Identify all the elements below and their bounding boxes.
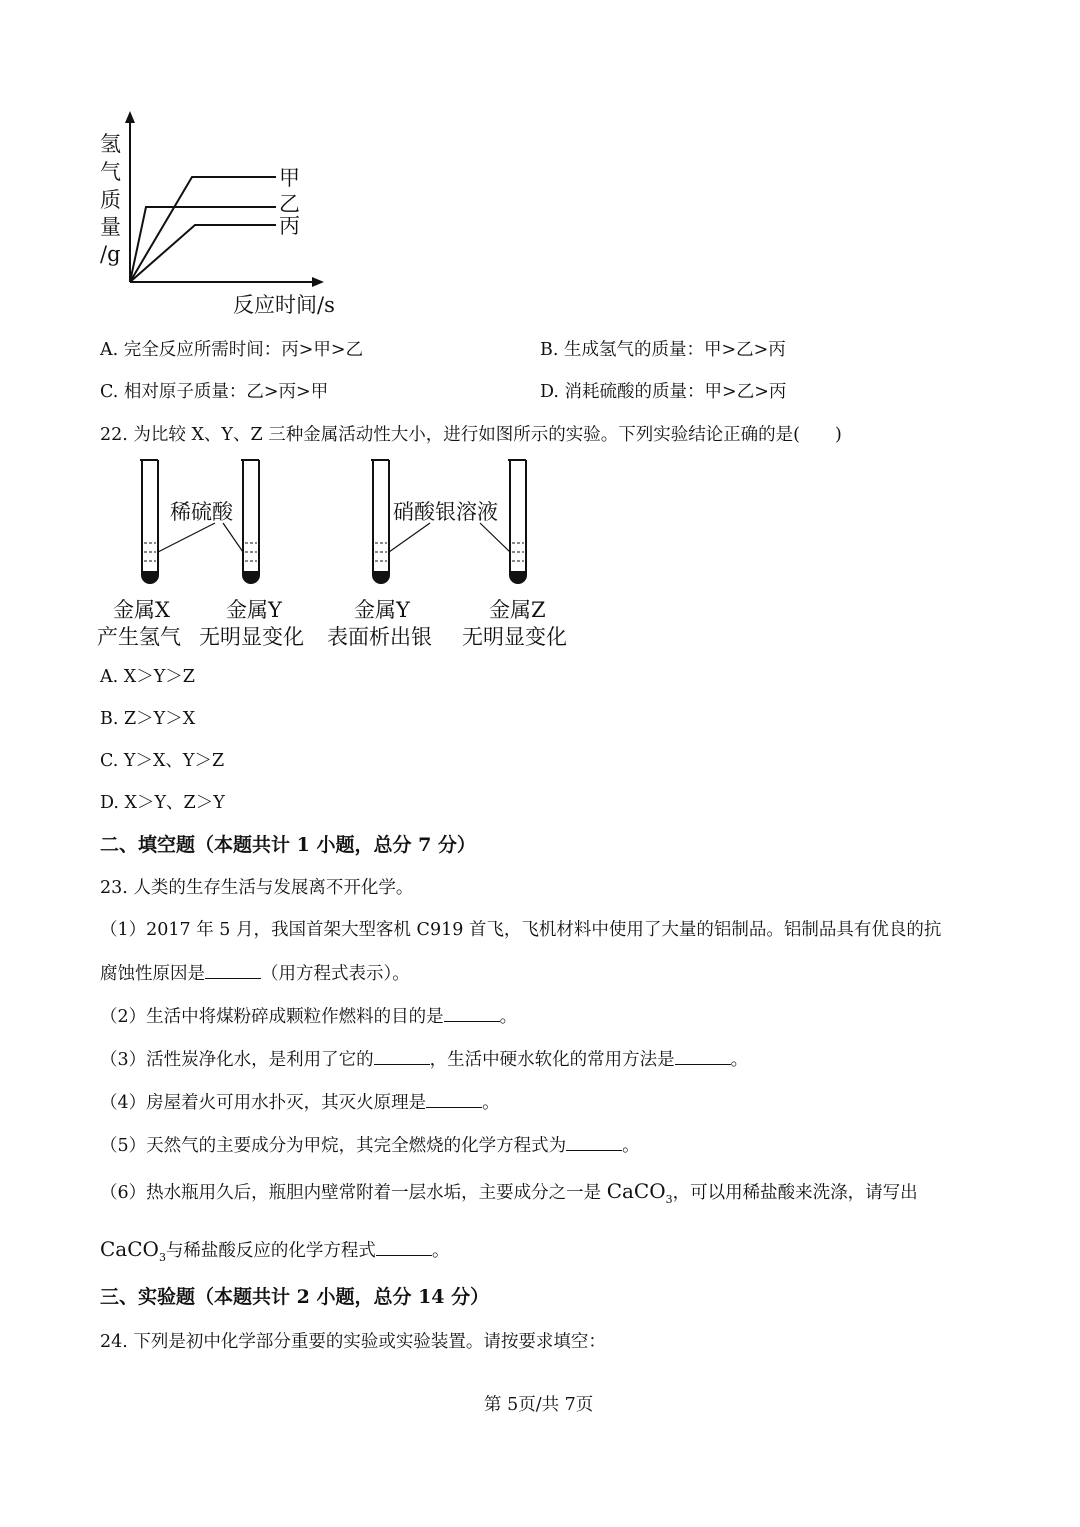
series-label-bing: 丙 bbox=[279, 214, 300, 238]
y-label-char: 量 bbox=[100, 215, 121, 239]
series-line-jia bbox=[130, 177, 276, 282]
y-label-char: 气 bbox=[100, 160, 121, 184]
hydrogen-mass-graph bbox=[90, 105, 370, 325]
q22-option-a: A. X＞Y＞Z bbox=[100, 667, 195, 687]
q23-stem: 23. 人类的生存生活与发展离不开化学。 bbox=[100, 878, 414, 898]
answer-blank[interactable] bbox=[675, 1047, 731, 1065]
q23-part1-line2 bbox=[100, 961, 410, 985]
text-segment: 。 bbox=[499, 1007, 518, 1027]
q22-option-c: C. Y＞X、Y＞Z bbox=[100, 751, 225, 771]
y-label-char: 质 bbox=[100, 188, 121, 212]
text-segment: 腐蚀性原因是 bbox=[100, 964, 205, 984]
y-label-char: 氢 bbox=[100, 132, 121, 156]
q23-part6-line1 bbox=[100, 1180, 918, 1211]
q22-option-b: B. Z＞Y＞X bbox=[100, 709, 196, 729]
answer-blank[interactable] bbox=[566, 1133, 622, 1151]
text-segment: （6）热水瓶用久后，瓶胆内壁常附着一层水垢，主要成分之一是 bbox=[100, 1183, 607, 1203]
q23-part5 bbox=[100, 1133, 640, 1157]
text-segment: ，可以用稀盐酸来洗涤，请写出 bbox=[672, 1183, 918, 1203]
q23-part2 bbox=[100, 1004, 517, 1028]
q21-option-d: D. 消耗硫酸的质量：甲>乙>丙 bbox=[540, 382, 787, 402]
tube-metal-label: 金属Z bbox=[489, 598, 546, 622]
test-tubes-diagram bbox=[95, 455, 595, 595]
formula-caco3: CaCO$_3$ bbox=[100, 1237, 166, 1264]
answer-blank[interactable] bbox=[374, 1047, 430, 1065]
tube-metal-label: 金属X bbox=[113, 598, 170, 622]
test-tube-3 bbox=[371, 460, 389, 583]
tube-metal-label: 金属Y bbox=[226, 598, 282, 622]
text-segment: （2）生活中将煤粉碎成颗粒作燃料的目的是 bbox=[100, 1007, 444, 1027]
text-segment: （用方程式表示）。 bbox=[261, 964, 410, 984]
answer-blank[interactable] bbox=[376, 1238, 432, 1256]
series-label-jia: 甲 bbox=[279, 166, 300, 190]
q21-option-c: C. 相对原子质量：乙>丙>甲 bbox=[100, 382, 329, 402]
tube-result-label: 表面析出银 bbox=[327, 625, 432, 649]
formula-caco3: CaCO$_3$ bbox=[606, 1179, 673, 1206]
reagent-label-dilute-sulfuric-acid: 稀硫酸 bbox=[170, 500, 233, 524]
text-segment: （3）活性炭净化水，是利用了它的 bbox=[100, 1050, 374, 1070]
text-segment: 。 bbox=[730, 1050, 749, 1070]
text-segment: 。 bbox=[431, 1241, 450, 1261]
page-number-footer: 第 5页/共 7页 bbox=[484, 1395, 594, 1415]
q23-part1-line1: （1）2017 年 5 月，我国首架大型客机 C919 首飞，飞机材料中使用了大量的铝制品。铝制品具有优良的抗 bbox=[100, 920, 942, 940]
text-segment: 。 bbox=[622, 1136, 640, 1156]
text-segment: 。 bbox=[482, 1093, 500, 1113]
text-segment: （4）房屋着火可用水扑灭，其灭火原理是 bbox=[100, 1093, 427, 1113]
answer-blank[interactable] bbox=[426, 1090, 482, 1108]
q22-option-d: D. X＞Y、Z＞Y bbox=[100, 793, 225, 813]
y-label-char: /g bbox=[100, 242, 121, 266]
series-label-yi: 乙 bbox=[279, 192, 300, 216]
q21-option-a: A. 完全反应所需时间：丙>甲>乙 bbox=[100, 340, 364, 360]
tube-metal-label: 金属Y bbox=[354, 598, 410, 622]
tube-result-label: 无明显变化 bbox=[462, 625, 567, 649]
text-segment: 与稀盐酸反应的化学方程式 bbox=[165, 1241, 376, 1261]
text-segment: ，生活中硬水软化的常用方法是 bbox=[429, 1050, 675, 1070]
section-heading-fill-in: 二、填空题（本题共计 1 小题，总分 7 分） bbox=[100, 834, 476, 856]
series-line-bing bbox=[130, 225, 276, 282]
q21-option-b: B. 生成氢气的质量：甲>乙>丙 bbox=[540, 340, 786, 360]
tube-result-label: 产生氢气 bbox=[97, 625, 181, 649]
test-tube-4 bbox=[508, 460, 526, 583]
test-tube-2 bbox=[241, 460, 259, 583]
test-tube-1 bbox=[140, 460, 158, 583]
reagent-label-silver-nitrate: 硝酸银溶液 bbox=[393, 500, 498, 524]
q23-part3 bbox=[100, 1047, 748, 1071]
section-heading-experiment: 三、实验题（本题共计 2 小题，总分 14 分） bbox=[100, 1286, 490, 1308]
answer-blank[interactable] bbox=[205, 961, 261, 979]
tube-result-label: 无明显变化 bbox=[199, 625, 304, 649]
text-segment: （5）天然气的主要成分为甲烷，其完全燃烧的化学方程式为 bbox=[100, 1136, 567, 1156]
answer-blank[interactable] bbox=[444, 1004, 500, 1022]
q22-question: 22. 为比较 X、Y、Z 三种金属活动性大小，进行如图所示的实验。下列实验结论正确的是( ) bbox=[100, 425, 842, 445]
q23-part6-line2 bbox=[100, 1238, 449, 1269]
q23-part4 bbox=[100, 1090, 500, 1114]
x-axis-label: 反应时间/s bbox=[233, 293, 335, 317]
q24-stem: 24. 下列是初中化学部分重要的实验或实验装置。请按要求填空： bbox=[100, 1332, 606, 1352]
